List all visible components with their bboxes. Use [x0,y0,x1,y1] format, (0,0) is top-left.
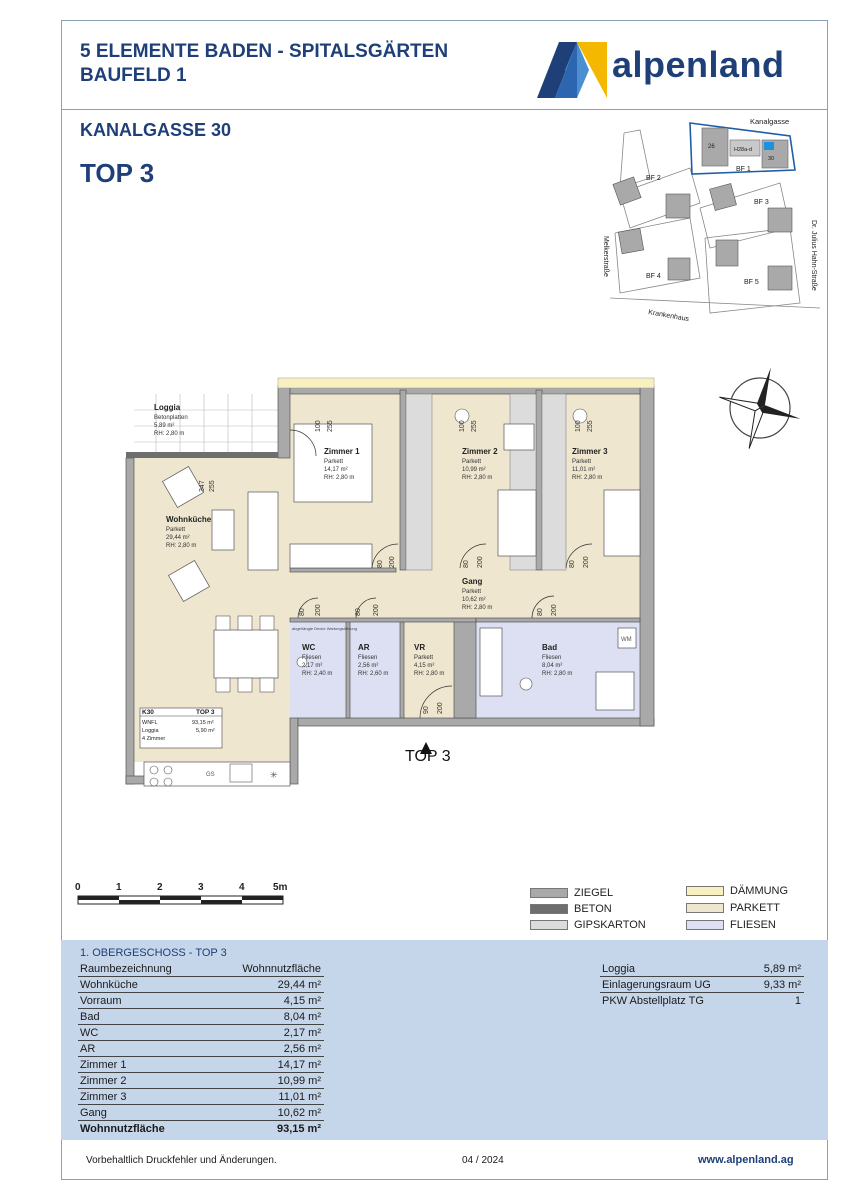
floor-title: 1. OBERGESCHOSS - TOP 3 [80,947,227,959]
svg-text:5m: 5m [273,882,288,893]
legend-beton: BETON [530,902,612,916]
project-title-line2: BAUFELD 1 [80,65,187,86]
svg-text:255: 255 [587,420,594,432]
room-zimmer1-name: Zimmer 1 [324,447,360,456]
svg-text:200: 200 [477,556,484,568]
street-melkerstrasse: Melkerstraße [602,236,609,277]
svg-text:RH: 2,80 m: RH: 2,80 m [154,431,185,437]
legend-ziegel: ZIEGEL [530,886,613,900]
table-row: Einlagerungsraum UG 9,33 m² [600,977,804,993]
washing-machine-label: WM [621,637,632,643]
svg-text:93,15 m²: 93,15 m² [192,720,214,726]
site-bf1: BF 1 [736,166,751,173]
svg-text:Parkett: Parkett [166,527,186,533]
svg-text:200: 200 [373,604,380,616]
extras-table [600,961,804,1008]
svg-text:RH: 2,80 m: RH: 2,80 m [324,475,355,481]
svg-text:10,62 m²: 10,62 m² [462,597,486,603]
svg-text:Parkett: Parkett [414,655,434,661]
site-plot-28: H28a-d [734,147,753,153]
svg-text:1: 1 [116,882,122,893]
svg-text:100: 100 [315,420,322,432]
legend-daemmung: DÄMMUNG [686,884,788,898]
infobox-code: K30 [142,709,154,716]
room-bad-name: Bad [542,643,558,652]
svg-text:80: 80 [569,560,576,568]
svg-text:RH: 2,80 m: RH: 2,80 m [166,543,197,549]
svg-text:255: 255 [471,420,478,432]
floor-plan [120,372,660,800]
wc-ceiling-note: abgehängte Decke Wartungsöffnung [292,626,357,631]
svg-text:4,15 m²: 4,15 m² [414,663,435,669]
table-row: Wohnküche 29,44 m² [78,977,324,993]
table-row: Zimmer 2 10,99 m² [78,1073,324,1089]
svg-text:90: 90 [423,706,430,714]
infobox-unit: TOP 3 [196,709,215,716]
total-value: 93,15 m² [276,1123,321,1135]
svg-text:200: 200 [437,702,444,714]
room-wc-name: WC [302,643,316,652]
svg-text:0: 0 [75,882,81,893]
svg-text:Loggia: Loggia [142,728,159,734]
dishwasher-label: GS [206,772,215,778]
svg-text:Parkett: Parkett [324,459,344,465]
svg-text:8,04 m²: 8,04 m² [542,663,563,669]
brand-name: alpenland [612,44,785,85]
svg-text:WNFL: WNFL [142,720,158,726]
svg-text:5,90 m²: 5,90 m² [196,728,215,734]
issue-date: 04 / 2024 [462,1155,504,1166]
table-row: Loggia 5,89 m² [600,961,804,977]
legend-gipskarton: GIPSKARTON [530,918,646,932]
svg-text:80: 80 [299,608,306,616]
material-legend [530,884,820,934]
room-ar-name: AR [358,643,370,652]
svg-text:200: 200 [389,556,396,568]
project-title-line1: 5 ELEMENTE BADEN - SPITALSGÄRTEN [80,41,449,62]
svg-text:2,17 m²: 2,17 m² [302,663,323,669]
svg-text:347: 347 [199,480,206,492]
room-zimmer3-name: Zimmer 3 [572,447,608,456]
svg-text:2: 2 [157,882,163,893]
svg-text:RH: 2,60 m: RH: 2,60 m [358,671,389,677]
table-row: PKW Abstellplatz TG 1 [602,995,801,1007]
street-krankenhaus: Krankenhaus [647,309,690,324]
svg-text:RH: 2,80 m: RH: 2,80 m [462,605,493,611]
svg-text:RH: 2,80 m: RH: 2,80 m [462,475,493,481]
total-label: Wohnnutzfläche [80,1123,165,1135]
site-bf3: BF 3 [754,199,769,206]
svg-text:14,17 m²: 14,17 m² [324,467,348,473]
svg-text:200: 200 [551,604,558,616]
site-bf5: BF 5 [744,279,759,286]
room-zimmer2-name: Zimmer 2 [462,447,498,456]
svg-text:200: 200 [583,556,590,568]
svg-text:5,89 m²: 5,89 m² [154,423,175,429]
room-vr-name: VR [414,643,426,652]
svg-text:Fliesen: Fliesen [358,655,378,661]
table-row: Zimmer 1 14,17 m² [78,1057,324,1073]
table-row: WC 2,17 m² [78,1025,324,1041]
table-row: Bad 8,04 m² [78,1009,324,1025]
entrance-label: TOP 3 [405,748,451,765]
table-row: Zimmer 3 11,01 m² [78,1089,324,1105]
street-julius-hahn: Dr. Julius Hahn-Straße [810,220,817,291]
svg-text:100: 100 [575,420,582,432]
street-kanalgasse: Kanalgasse [750,117,790,126]
disclaimer: Vorbehaltlich Druckfehler und Änderungen. [86,1155,277,1166]
header-area: Wohnnutzfläche [210,961,324,977]
site-bf2: BF 2 [646,175,661,182]
room-gang-name: Gang [462,577,483,586]
total-row [78,1121,324,1137]
svg-text:RH: 2,80 m: RH: 2,80 m [414,671,445,677]
svg-text:Betonplatten: Betonplatten [154,415,188,421]
project-title [80,40,448,88]
site-plot-26: 26 [708,144,715,150]
svg-text:255: 255 [209,480,216,492]
table-row: Vorraum 4,15 m² [78,993,324,1009]
scale-bar [75,878,295,918]
table-header [78,961,324,977]
svg-text:RH: 2,40 m: RH: 2,40 m [302,671,333,677]
svg-text:RH: 2,80 m: RH: 2,80 m [572,475,603,481]
site-plot-30: 30 [768,156,775,162]
room-wohnkueche-name: Wohnküche [166,515,212,524]
legend-fliesen: FLIESEN [686,918,776,932]
svg-text:2,56 m²: 2,56 m² [358,663,379,669]
address-title: KANALGASSE 30 [80,120,232,140]
svg-text:11,01 m²: 11,01 m² [572,467,596,473]
table-row: Gang 10,62 m² [78,1105,324,1121]
svg-text:80: 80 [377,560,384,568]
table-row: AR 2,56 m² [78,1041,324,1057]
svg-text:100: 100 [459,420,466,432]
svg-text:RH: 2,80 m: RH: 2,80 m [542,671,573,677]
svg-text:200: 200 [315,604,322,616]
website-link[interactable]: www.alpenland.ag [698,1154,794,1166]
room-loggia-name: Loggia [154,403,181,412]
svg-text:80: 80 [463,560,470,568]
svg-text:29,44 m²: 29,44 m² [166,535,190,541]
svg-text:255: 255 [327,420,334,432]
svg-text:10,99 m²: 10,99 m² [462,467,486,473]
site-bf4: BF 4 [646,273,661,280]
fridge-icon: ✳ [270,770,278,780]
svg-text:Parkett: Parkett [572,459,592,465]
site-plan [590,108,822,338]
room-area-table [78,961,324,1136]
svg-text:4 Zimmer: 4 Zimmer [142,736,166,742]
unit-title: TOP 3 [80,158,155,188]
compass-rose-icon [712,360,808,456]
svg-text:Fliesen: Fliesen [542,655,562,661]
svg-text:Parkett: Parkett [462,459,482,465]
svg-text:Parkett: Parkett [462,589,482,595]
svg-text:Fliesen: Fliesen [302,655,322,661]
svg-text:80: 80 [355,608,362,616]
svg-text:4: 4 [239,882,245,893]
header-room: Raumbezeichnung [78,961,210,977]
legend-parkett: PARKETT [686,901,780,915]
svg-text:80: 80 [537,608,544,616]
svg-text:3: 3 [198,882,204,893]
